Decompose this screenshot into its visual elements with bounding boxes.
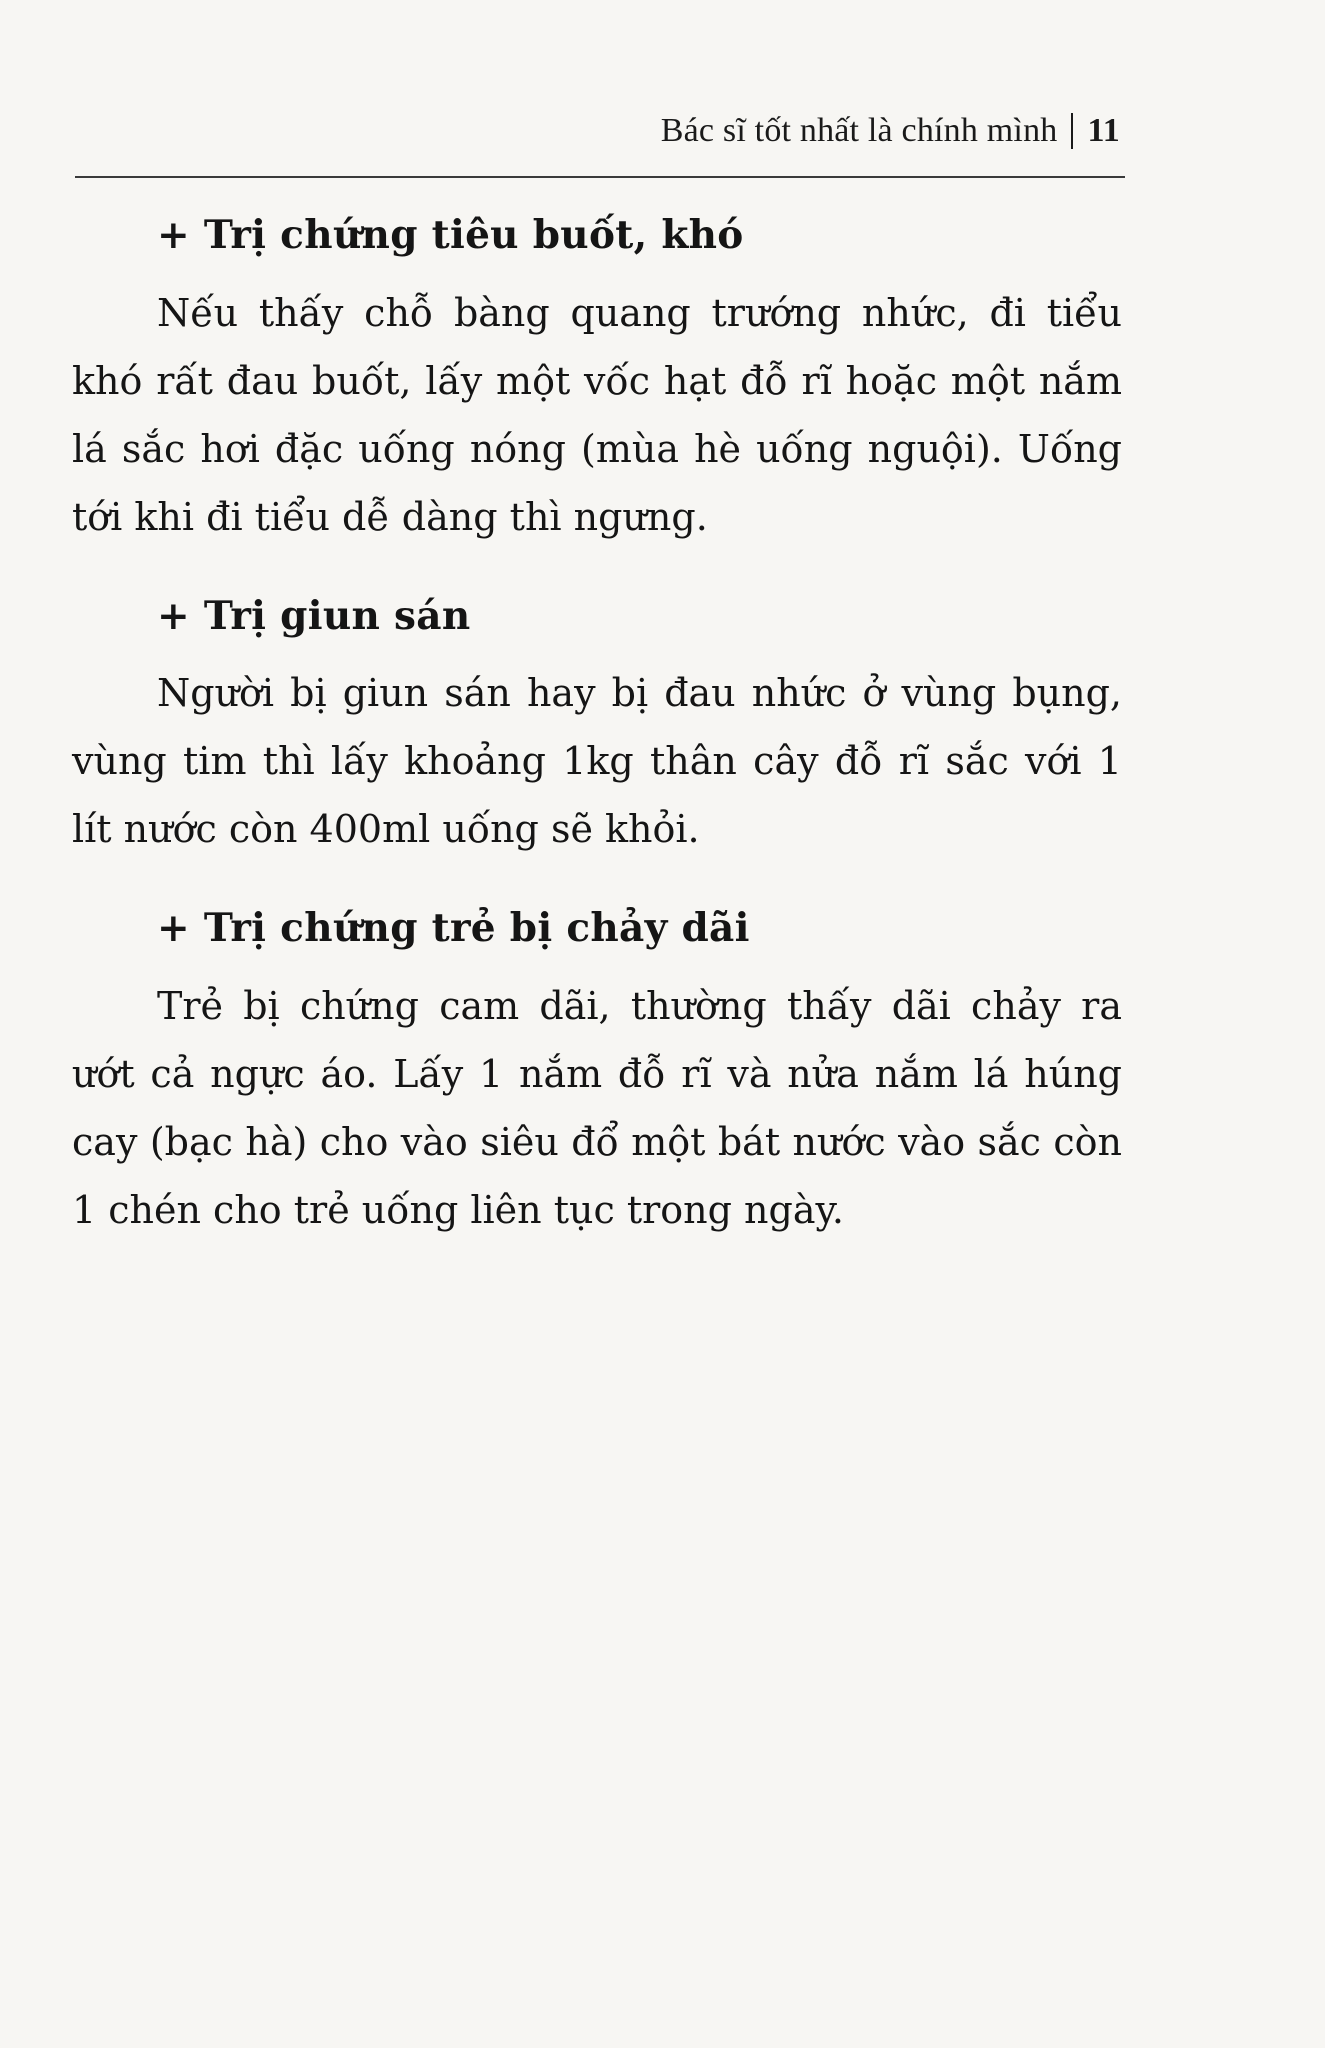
section-worms	[72, 591, 1122, 864]
page-number: 11	[1087, 112, 1120, 149]
page-content	[72, 210, 1122, 1244]
section-heading: + Trị chứng tiêu buốt, khó	[157, 212, 744, 258]
section-heading: + Trị chứng trẻ bị chảy dãi	[157, 905, 750, 952]
section-drooling	[72, 903, 1122, 1244]
running-header	[661, 112, 1120, 150]
running-header-title: Bác sĩ tốt nhất là chính mình	[660, 112, 1058, 149]
header-separator	[1071, 113, 1073, 149]
section-urination	[72, 210, 1122, 551]
section-paragraph: Trẻ bị chứng cam dãi, thường thấy dãi chảy ra ướt cả ngực áo. Lấy 1 nắm đỗ rĩ và nửa nắm lá húng cay (bạc hà) cho vào siêu đổ một bát nước vào sắc còn 1 chén cho trẻ uống liên tục trong ngày.	[72, 984, 1122, 1233]
section-paragraph: Nếu thấy chỗ bàng quang trướng nhức, đi tiểu khó rất đau buốt, lấy một vốc hạt đỗ rĩ hoặc một nắm lá sắc hơi đặc uống nóng (mùa hè uống nguội). Uống tới khi đi tiểu dễ dàng thì ngưng.	[72, 290, 1122, 539]
header-rule	[75, 176, 1125, 178]
section-paragraph: Người bị giun sán hay bị đau nhức ở vùng bụng, vùng tim thì lấy khoảng 1kg thân cây đỗ rĩ sắc với 1 lít nước còn 400ml uống sẽ khỏi.	[72, 671, 1122, 852]
section-heading: + Trị giun sán	[157, 592, 471, 639]
